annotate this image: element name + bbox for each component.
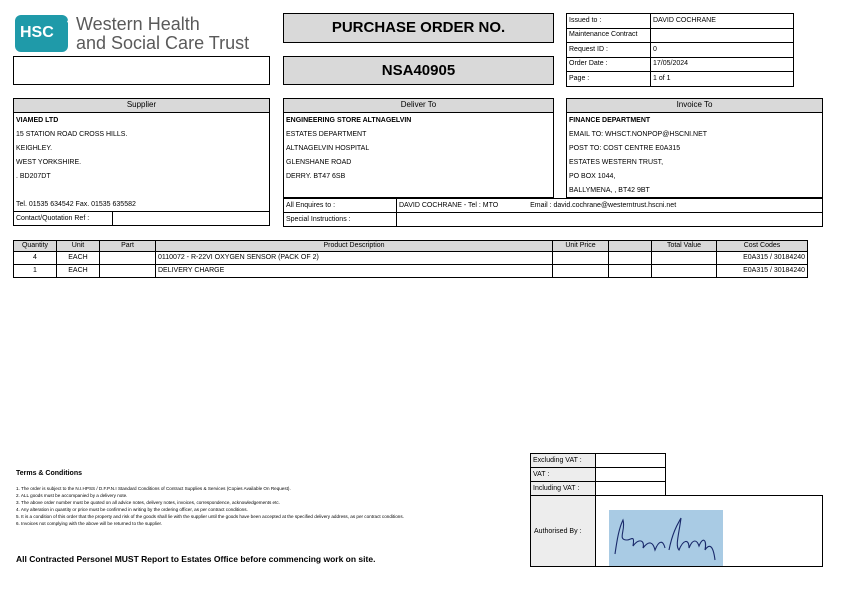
deliver-line: DERRY. BT47 6SB xyxy=(286,173,346,180)
supplier-heading: Supplier xyxy=(14,99,269,113)
table-row xyxy=(14,252,808,265)
enquiries-row xyxy=(284,199,823,213)
supplier-line: VIAMED LTD xyxy=(16,117,59,124)
cell-part xyxy=(100,252,156,265)
invoice-line: POST TO: COST CENTRE E0A315 xyxy=(569,145,681,152)
special-label: Special Instructions : xyxy=(284,213,397,227)
contact-ref-row xyxy=(13,211,270,226)
invoice-line: ESTATES WESTERN TRUST, xyxy=(569,159,664,166)
info-row xyxy=(567,14,794,29)
totals-row xyxy=(531,482,666,496)
excl-vat-label: Excluding VAT : xyxy=(531,454,596,468)
signature-image xyxy=(609,510,723,566)
info-row xyxy=(567,43,794,58)
cell-extra xyxy=(609,265,652,278)
incl-vat-value xyxy=(596,482,666,496)
invoice-line: FINANCE DEPARTMENT xyxy=(569,117,651,124)
contact-ref-label: Contact/Quotation Ref : xyxy=(16,215,90,222)
cell-codes: E0A315 / 30184240 xyxy=(717,252,808,265)
totals-row xyxy=(531,454,666,468)
deliver-line: ALTNAGELVIN HOSPITAL xyxy=(286,145,370,152)
supplier-section xyxy=(13,98,270,212)
supplier-address xyxy=(16,114,127,184)
table-row xyxy=(14,265,808,278)
signature-svg xyxy=(609,510,723,566)
terms-list xyxy=(16,485,404,527)
enquiries-table xyxy=(283,198,823,227)
cell-extra xyxy=(609,252,652,265)
deliver-line: ESTATES DEPARTMENT xyxy=(286,131,367,138)
totals-row xyxy=(531,468,666,482)
po-title: PURCHASE ORDER NO. xyxy=(283,13,554,43)
enquiries-email: Email : david.cochrane@westerntrust.hscni.net xyxy=(530,201,677,209)
logo-line-1: Western Health xyxy=(76,14,200,34)
invoice-line: EMAIL TO: WHSCT.NONPOP@HSCNI.NET xyxy=(569,131,708,138)
supplier-line: KEIGHLEY. xyxy=(16,145,53,152)
divider xyxy=(112,211,113,226)
hsc-badge xyxy=(15,15,68,52)
authorised-label: Authorised By : xyxy=(534,528,582,535)
col-quantity: Quantity xyxy=(14,241,57,252)
info-value xyxy=(651,28,794,43)
po-number: NSA40905 xyxy=(283,56,554,85)
info-label: Issued to : xyxy=(567,14,651,29)
enquiries-label: All Enquires to : xyxy=(284,199,397,213)
terms-line: 6. Invoices not complying with the above will be returned to the supplier. xyxy=(16,521,163,526)
info-label: Order Date : xyxy=(567,57,651,72)
logo-line-2: and Social Care Trust xyxy=(76,33,250,53)
invoice-line: PO BOX 1044, xyxy=(569,173,616,180)
info-row xyxy=(567,28,794,43)
terms-footer: All Contracted Personel MUST Report to Estates Office before commencing work on site. xyxy=(16,554,376,564)
cell-qty: 4 xyxy=(14,252,57,265)
supplier-phone: Tel. 01535 634542 Fax. 01535 635582 xyxy=(16,201,136,208)
cell-unit: EACH xyxy=(57,265,100,278)
terms-line: 3. The above order number must be quoted on all advice notes, delivery notes, invoices, correspondence, acknowledgements etc. xyxy=(16,500,280,505)
cell-price xyxy=(553,252,609,265)
enquiries-contact: DAVID COCHRANE - Tel : MTO xyxy=(399,201,499,209)
invoice-section xyxy=(566,98,823,198)
info-row xyxy=(567,72,794,87)
col-unit-price: Unit Price xyxy=(553,241,609,252)
info-label: Maintenance Contract xyxy=(567,28,651,43)
cell-price xyxy=(553,265,609,278)
terms-line: 4. Any alteration in quantity or price must be confirmed in writing by the ordering officer, as per contract conditions. xyxy=(16,507,248,512)
cell-desc: DELIVERY CHARGE xyxy=(156,265,553,278)
cell-unit: EACH xyxy=(57,252,100,265)
cell-total xyxy=(652,252,717,265)
col-part: Part xyxy=(100,241,156,252)
supplier-line: 15 STATION ROAD CROSS HILLS. xyxy=(16,131,128,138)
authorised-label-cell xyxy=(531,496,596,566)
authorised-box xyxy=(530,495,823,567)
terms-line: 2. ALL goods must be accompanied by a delivery note. xyxy=(16,493,128,498)
info-value: DAVID COCHRANE xyxy=(651,14,794,29)
terms-heading: Terms & Conditions xyxy=(16,470,82,477)
deliver-line: GLENSHANE ROAD xyxy=(286,159,352,166)
info-value: 0 xyxy=(651,43,794,58)
col-cost-codes: Cost Codes xyxy=(717,241,808,252)
order-info-table xyxy=(566,13,794,87)
invoice-line: BALLYMENA, , BT42 9BT xyxy=(569,187,650,194)
supplier-line: WEST YORKSHIRE. xyxy=(16,159,82,166)
deliver-line: ENGINEERING STORE ALTNAGELVIN xyxy=(286,117,412,124)
col-blank xyxy=(609,241,652,252)
special-value xyxy=(397,213,823,227)
info-row xyxy=(567,57,794,72)
col-description: Product Description xyxy=(156,241,553,252)
supplier-line: . BD207DT xyxy=(16,173,51,180)
info-label: Request ID : xyxy=(567,43,651,58)
deliver-heading: Deliver To xyxy=(284,99,553,113)
col-total-value: Total Value xyxy=(652,241,717,252)
terms-line: 1. The order is subject to the N.I.HPSS / D.F.P.N.I Standard Conditions of Contract Supplies & Services (Copies Available On Request). xyxy=(16,486,291,491)
incl-vat-label: Including VAT : xyxy=(531,482,596,496)
cell-codes: E0A315 / 30184240 xyxy=(717,265,808,278)
vat-value xyxy=(596,468,666,482)
terms-line: 5. It is a condition of this order that the property and risk of the goods shall lie with the supplier until the goods have been accepted at the specified delivery address, as per contract conditions. xyxy=(16,514,404,519)
col-unit: Unit xyxy=(57,241,100,252)
excl-vat-value xyxy=(596,454,666,468)
enquiries-value xyxy=(397,199,823,213)
info-label: Page : xyxy=(567,72,651,87)
hsc-badge-text: HSC xyxy=(20,24,54,41)
special-row xyxy=(284,213,823,227)
invoice-address xyxy=(569,114,707,198)
blank-box xyxy=(13,56,270,85)
cell-qty: 1 xyxy=(14,265,57,278)
cell-total xyxy=(652,265,717,278)
info-value: 1 of 1 xyxy=(651,72,794,87)
info-value: 17/05/2024 xyxy=(651,57,794,72)
cell-desc: 0110072 - R-22VI OXYGEN SENSOR (PACK OF 2) xyxy=(156,252,553,265)
invoice-heading: Invoice To xyxy=(567,99,822,113)
vat-label: VAT : xyxy=(531,468,596,482)
items-table xyxy=(13,240,808,278)
deliver-section xyxy=(283,98,554,198)
totals-table xyxy=(530,453,666,496)
deliver-address xyxy=(286,114,411,184)
items-header-row xyxy=(14,241,808,252)
cell-part xyxy=(100,265,156,278)
